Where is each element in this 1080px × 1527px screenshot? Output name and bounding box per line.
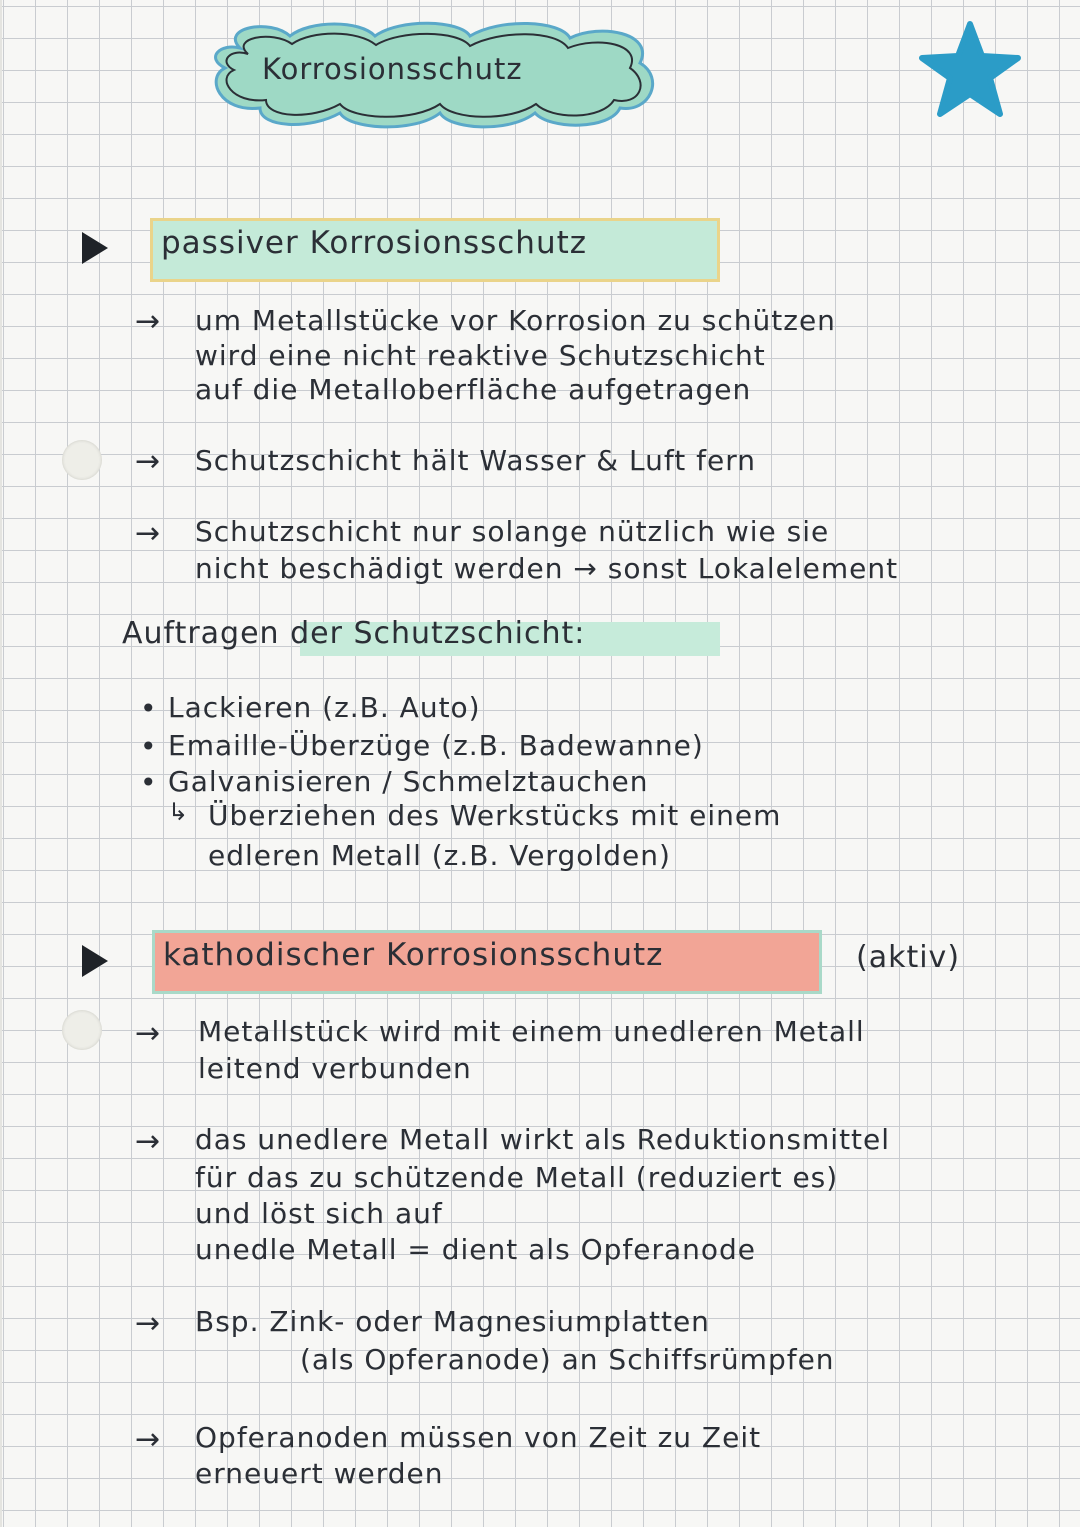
- note-line: für das zu schützende Metall (reduziert es): [195, 1161, 839, 1194]
- bullet-icon: •: [140, 692, 157, 725]
- note-line: Opferanoden müssen von Zeit zu Zeit: [195, 1421, 762, 1454]
- star-icon: [918, 20, 1022, 118]
- method-item: Lackieren (z.B. Auto): [168, 691, 481, 724]
- arrow-icon: →: [135, 516, 161, 551]
- section-heading-cathodic: [152, 930, 822, 994]
- sub-arrow-icon: ↳: [168, 798, 189, 826]
- note-line: und löst sich auf: [195, 1197, 443, 1230]
- method-note-line: edleren Metall (z.B. Vergolden): [208, 839, 671, 872]
- note-line: Schutzschicht hält Wasser & Luft fern: [195, 444, 756, 477]
- page-title: Korrosionsschutz: [262, 52, 523, 86]
- note-line: (als Opferanode) an Schiffsrümpfen: [300, 1343, 835, 1376]
- punch-hole-bottom: [62, 1010, 102, 1050]
- section-heading-text: passiver Korrosionsschutz: [161, 225, 588, 261]
- note-line: erneuert werden: [195, 1457, 444, 1490]
- note-line: unedle Metall = dient als Opferanode: [195, 1233, 757, 1266]
- note-line: um Metallstücke vor Korrosion zu schützen: [195, 304, 836, 337]
- section-aside: (aktiv): [856, 940, 961, 975]
- arrow-icon: →: [135, 1422, 161, 1457]
- arrow-icon: →: [135, 304, 161, 339]
- section-heading-passive: [150, 218, 720, 282]
- note-line: leitend verbunden: [198, 1052, 472, 1085]
- method-item: Galvanisieren / Schmelztauchen: [168, 765, 649, 798]
- subheading: Auftragen der Schutzschicht:: [122, 616, 586, 651]
- method-note-line: Überziehen des Werkstücks mit einem: [208, 799, 782, 832]
- section-heading-text: kathodischer Korrosionsschutz: [163, 937, 664, 973]
- punch-hole-top: [62, 440, 102, 480]
- bullet-icon: •: [140, 766, 157, 799]
- arrow-icon: →: [135, 1306, 161, 1341]
- method-item: Emaille-Überzüge (z.B. Badewanne): [168, 729, 704, 762]
- note-line: Bsp. Zink- oder Magnesiumplatten: [195, 1305, 710, 1338]
- arrow-icon: →: [135, 1124, 161, 1159]
- note-line: nicht beschädigt werden → sonst Lokalelement: [195, 552, 899, 585]
- arrow-icon: →: [135, 1016, 161, 1051]
- note-line: Metallstück wird mit einem unedleren Metall: [198, 1015, 865, 1048]
- note-line: wird eine nicht reaktive Schutzschicht: [195, 339, 766, 372]
- arrow-icon: →: [135, 444, 161, 479]
- note-line: Schutzschicht nur solange nützlich wie sie: [195, 515, 830, 548]
- note-line: auf die Metalloberfläche aufgetragen: [195, 373, 752, 406]
- section-marker-icon: [82, 232, 108, 264]
- bullet-icon: •: [140, 730, 157, 763]
- section-marker-icon: [82, 945, 108, 977]
- note-line: das unedlere Metall wirkt als Reduktionsmittel: [195, 1123, 891, 1156]
